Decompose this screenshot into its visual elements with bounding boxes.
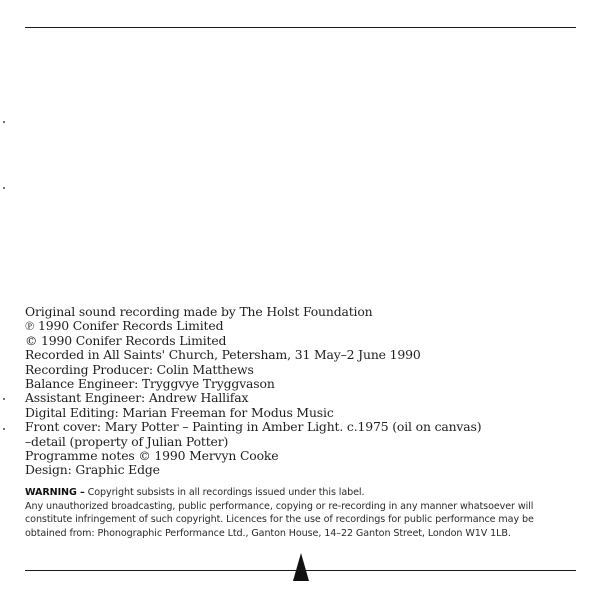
credit-line: Balance Engineer: Tryggvye Tryggvason xyxy=(25,376,275,392)
warning-line xyxy=(25,486,585,500)
top-divider xyxy=(25,27,576,28)
warning-text: Copyright subsists in all recordings issued under this label. xyxy=(84,487,365,498)
credit-line: Original sound recording made by The Holst Foundation xyxy=(25,304,373,319)
credit-line: Front cover: Mary Potter – Painting in Amber Light. c.1975 (oil on canvas) xyxy=(25,419,482,435)
credit-line: –detail (property of Julian Potter) xyxy=(25,433,229,449)
triangle-marker-icon xyxy=(293,553,309,581)
warning-line: obtained from: Phonographic Performance Ltd., Ganton House, 14–22 Ganton Street, London W1V 1LB. xyxy=(25,527,511,539)
credit-line: ℗ 1990 Conifer Records Limited xyxy=(25,318,224,334)
credits-list xyxy=(25,305,481,478)
credit-line: Recorded in All Saints' Church, Petersham, 31 May–2 June 1990 xyxy=(25,347,421,363)
credit-line: Design: Graphic Edge xyxy=(25,462,160,478)
scan-speck xyxy=(3,121,5,123)
copyright-warning xyxy=(25,486,585,540)
credit-line: © 1990 Conifer Records Limited xyxy=(25,332,227,348)
scan-speck xyxy=(3,398,5,400)
bottom-divider xyxy=(25,570,576,571)
scan-speck xyxy=(3,428,5,430)
warning-line: Any unauthorized broadcasting, public performance, copying or re-recording in any manner whatsoever will xyxy=(25,500,534,512)
credit-line: Programme notes © 1990 Mervyn Cooke xyxy=(25,448,279,464)
scan-speck xyxy=(3,187,5,189)
credit-line: Digital Editing: Marian Freeman for Modus Music xyxy=(25,404,334,420)
credit-line: Assistant Engineer: Andrew Hallifax xyxy=(25,390,249,406)
warning-heading: WARNING – xyxy=(25,487,85,498)
credit-line: Recording Producer: Colin Matthews xyxy=(25,361,254,377)
warning-line: constitute infringement of such copyright. Licences for the use of recordings for public performance may be xyxy=(25,514,534,525)
